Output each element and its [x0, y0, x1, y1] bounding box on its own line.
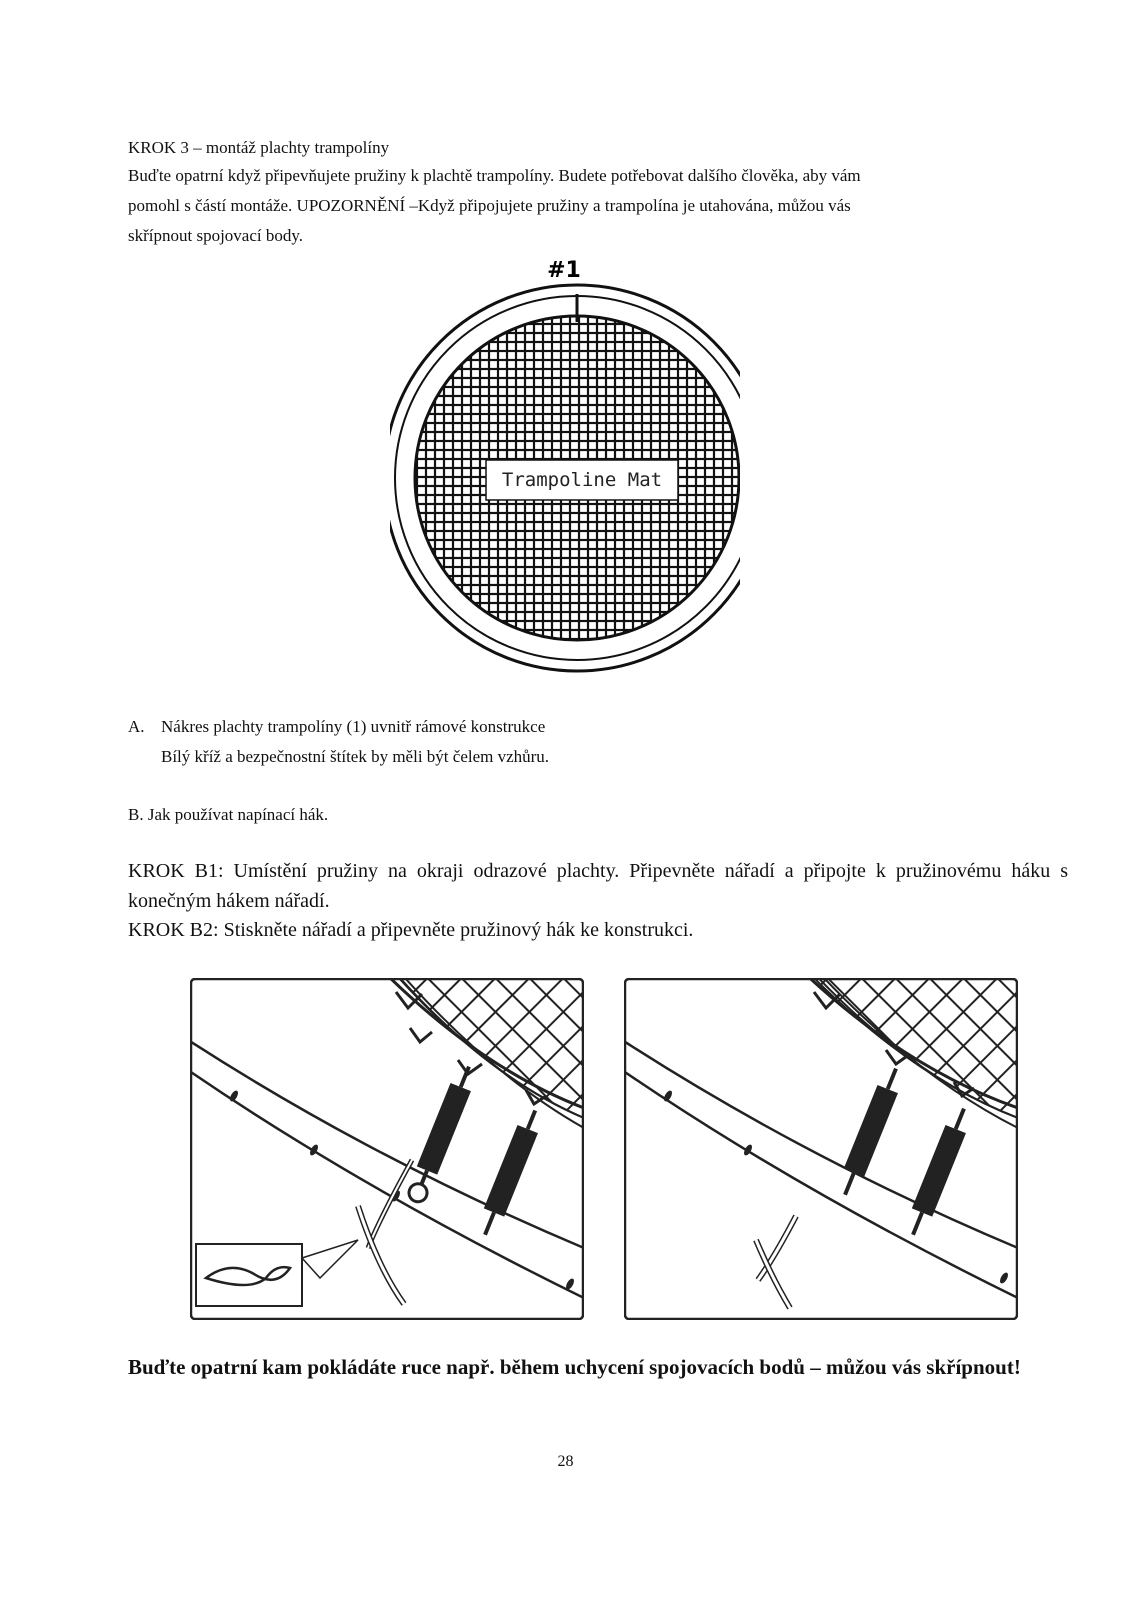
spring-hook-diagram-b2: [624, 978, 1018, 1320]
page-number: 28: [557, 1453, 574, 1470]
step-b2-illustration: [624, 978, 1018, 1325]
mat-label-text: Trampoline Mat: [501, 469, 663, 491]
step3-line-2: pomohl s částí montáže. UPOZORNĚNÍ –Když připojujete pružiny a trampolína je utahována, můžou vás: [128, 196, 851, 215]
safety-warning: Buďte opatrní kam pokládáte ruce např. během uchycení spojovacích bodů – můžou vás skřípnout!: [128, 1355, 1021, 1379]
trampoline-mat-figure: [390, 252, 740, 687]
step3-line-1: Buďte opatrní když připevňujete pružiny k plachtě trampolíny. Budete potřebovat dalšího člověka, aby vám: [128, 166, 861, 185]
item-b: B. Jak používat napínací hák.: [128, 805, 329, 824]
item-a-label: A.: [128, 717, 145, 736]
spring-hook-diagram-b1: [190, 978, 584, 1320]
step3-title: KROK 3 – montáž plachty trampolíny: [128, 138, 390, 157]
item-a: [128, 712, 1008, 772]
step-b2-text: KROK B2: Stiskněte nářadí a připevněte pružinový hák ke konstrukci.: [128, 919, 694, 941]
step3-line-3: skřípnout spojovací body.: [128, 226, 304, 245]
item-a-line-2: Bílý kříž a bezpečnostní štítek by měli být čelem vzhůru.: [161, 747, 550, 766]
step-b1-text: KROK B1: Umístění pružiny na okraji odrazové plachty. Připevněte nářadí a připojte k pružinovému háku s konečným hákem nářadí.: [128, 860, 1068, 912]
mat-marker-label: #1: [547, 258, 581, 283]
step3-paragraph: [128, 161, 1008, 251]
trampoline-mat-diagram: [390, 252, 740, 682]
step-b1-illustration: [190, 978, 584, 1325]
item-a-line-1: Nákres plachty trampolíny (1) uvnitř rámové konstrukce: [161, 717, 546, 736]
